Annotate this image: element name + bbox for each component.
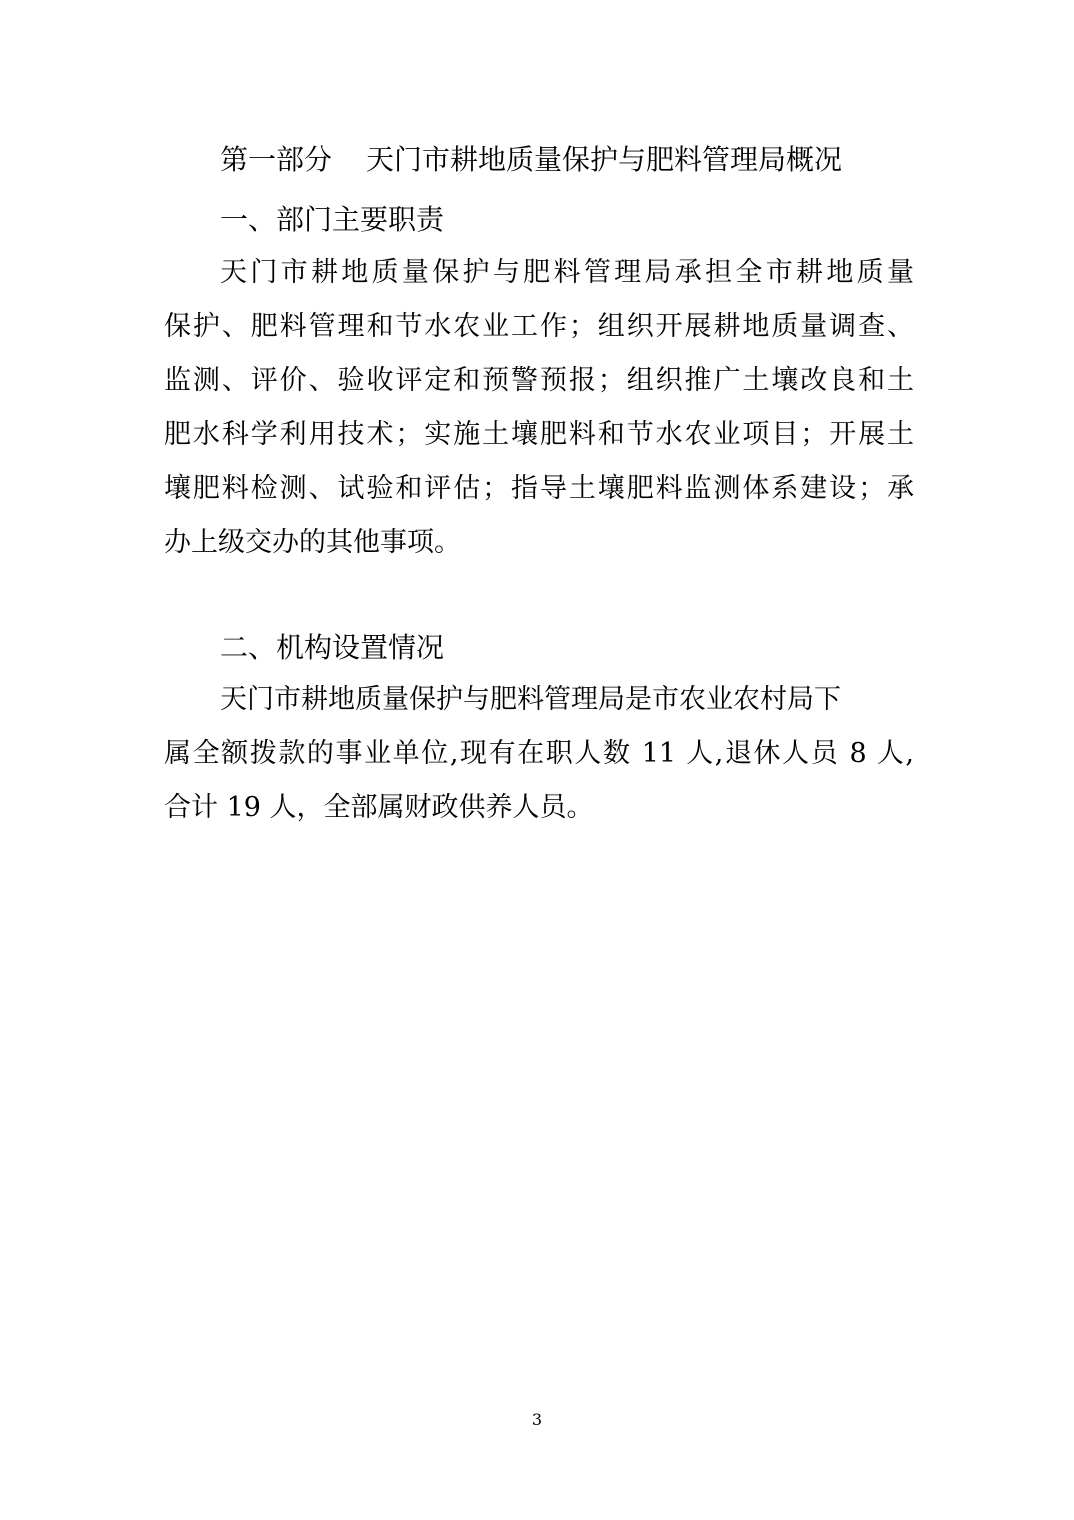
- part-title: [220, 138, 842, 182]
- paragraph-line: 肥水科学利用技术；实施土壤肥料和节水农业项目；开展土: [164, 419, 914, 450]
- organization-paragraph: [164, 673, 914, 835]
- part-title-label: 第一部分: [220, 143, 333, 176]
- paragraph-line: 合计 19 人，全部属财政供养人员。: [164, 792, 594, 823]
- section-heading-duties: 一、部门主要职责: [220, 203, 445, 236]
- paragraph-line: 监测、评价、验收评定和预警预报；组织推广土壤改良和土: [164, 365, 914, 396]
- part-title-text: 天门市耕地质量保护与肥料管理局概况: [366, 143, 843, 176]
- page-number: 3: [531, 1410, 543, 1429]
- paragraph-line: 保护、肥料管理和节水农业工作；组织开展耕地质量调查、: [164, 311, 914, 342]
- paragraph-line: 天门市耕地质量保护与肥料管理局是市农业农村局下: [220, 684, 841, 715]
- paragraph-line: 壤肥料检测、试验和评估；指导土壤肥料监测体系建设；承: [164, 473, 914, 504]
- duties-paragraph: [164, 246, 914, 570]
- paragraph-line: 办上级交办的其他事项。: [164, 527, 461, 558]
- paragraph-line: 属全额拨款的事业单位,现有在职人数 11 人,退休人员 8 人,: [164, 738, 914, 769]
- paragraph-line: 天门市耕地质量保护与肥料管理局承担全市耕地质量: [220, 257, 914, 288]
- section-heading-organization: 二、机构设置情况: [220, 631, 445, 664]
